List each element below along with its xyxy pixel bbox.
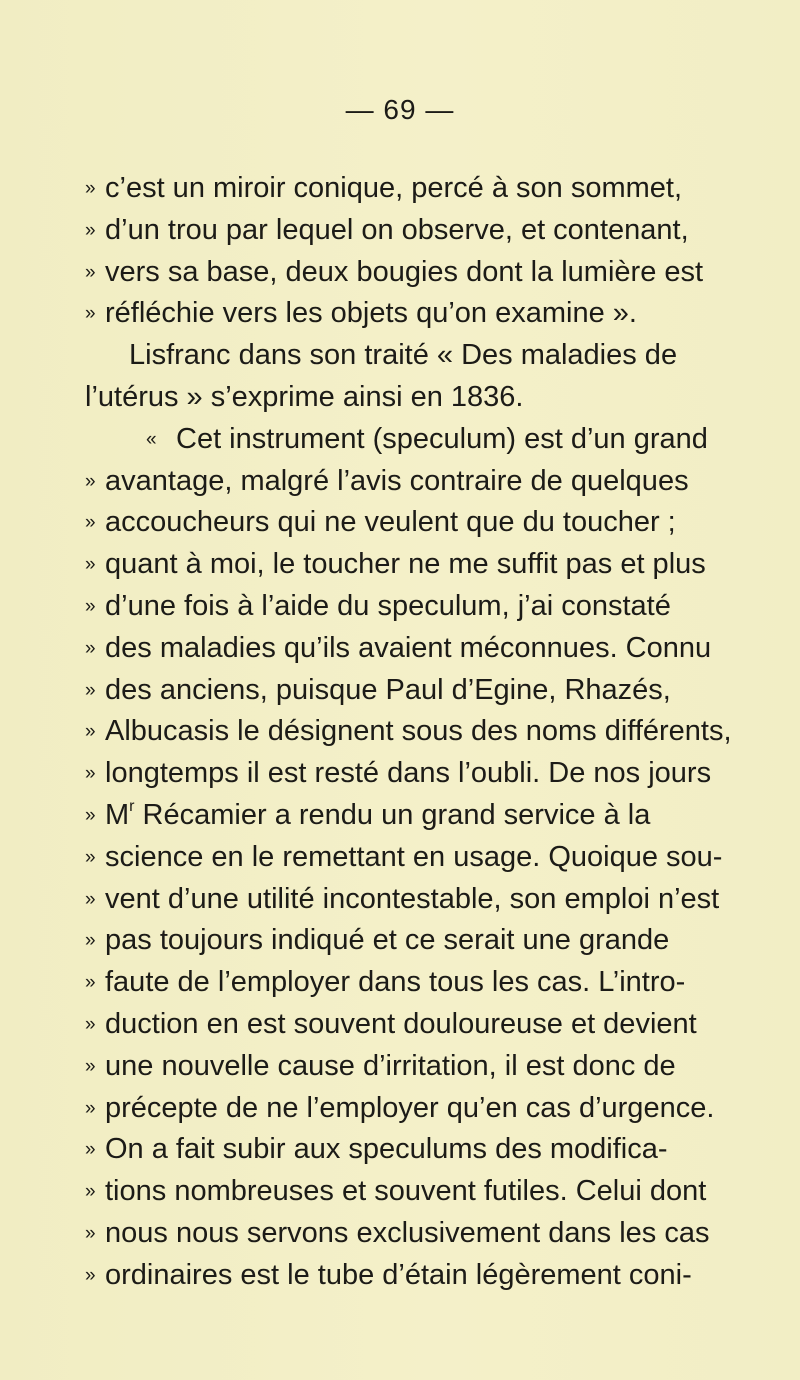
line-text: c’est un miroir conique, percé à son sommet, bbox=[105, 172, 683, 204]
quote-mark: » bbox=[85, 470, 96, 492]
text-line bbox=[85, 1129, 697, 1171]
line-text: tions nombreuses et souvent futiles. Celui dont bbox=[105, 1175, 707, 1208]
text-line bbox=[85, 293, 697, 335]
quote-mark: » bbox=[85, 595, 96, 617]
line-text: précepte de ne l’employer qu’en cas d’urgence. bbox=[105, 1091, 715, 1124]
line-text: Cet instrument (speculum) est d’un grand bbox=[176, 422, 708, 455]
line-text: réfléchie vers les objets qu’on examine ». bbox=[105, 297, 637, 330]
quote-mark: » bbox=[85, 261, 96, 283]
text-line bbox=[85, 1004, 697, 1046]
line-text: avantage, malgré l’avis contraire de quelques bbox=[105, 464, 689, 497]
line-text: d’un trou par lequel on observe, et contenant, bbox=[105, 213, 689, 246]
text-line bbox=[85, 795, 697, 837]
quote-mark: » bbox=[85, 303, 96, 325]
text-line bbox=[85, 586, 697, 628]
text-line bbox=[85, 502, 697, 544]
text-line bbox=[85, 1171, 707, 1213]
text-line bbox=[85, 920, 697, 962]
text-line bbox=[85, 210, 697, 252]
quote-mark: » bbox=[85, 178, 96, 199]
line-text: $M^r$ Récamier a rendu un grand service à la bbox=[105, 798, 651, 831]
quote-mark: » bbox=[85, 554, 96, 576]
line-text: des maladies qu’ils avaient méconnues. Connu bbox=[105, 631, 712, 664]
line-text: accoucheurs qui ne veulent que du toucher ; bbox=[105, 506, 676, 539]
line-text: science en le remettant en usage. Quoique sou- bbox=[105, 840, 723, 873]
text-line bbox=[85, 670, 697, 712]
line-text: vers sa base, deux bougies dont la lumière est bbox=[105, 255, 704, 288]
quote-mark: » bbox=[85, 888, 96, 910]
quote-mark: » bbox=[85, 846, 96, 868]
quote-mark: » bbox=[85, 721, 96, 743]
text-line bbox=[85, 1046, 697, 1088]
page-number: — 69 — bbox=[345, 94, 455, 125]
quote-mark: » bbox=[85, 1097, 96, 1119]
line-text: pas toujours indiqué et ce serait une grande bbox=[105, 924, 670, 957]
quote-mark: » bbox=[85, 1222, 96, 1244]
text-line bbox=[85, 335, 697, 377]
quote-mark: » bbox=[85, 1013, 96, 1035]
quote-mark: » bbox=[85, 804, 96, 826]
quote-mark: » bbox=[85, 1264, 96, 1286]
text-line bbox=[85, 1088, 715, 1130]
text-line bbox=[85, 1255, 697, 1297]
line-text: d’une fois à l’aide du speculum, j’ai constaté bbox=[105, 589, 671, 622]
line-text: ordinaires est le tube d’étain légèrement coni- bbox=[105, 1258, 692, 1291]
quote-mark: » bbox=[85, 972, 96, 994]
quote-mark: » bbox=[85, 930, 96, 952]
quote-mark: » bbox=[85, 637, 96, 659]
text-line bbox=[85, 628, 712, 670]
line-text: duction en est souvent douloureuse et devient bbox=[105, 1007, 697, 1040]
line-text: des anciens, puisque Paul d’Egine, Rhazés, bbox=[105, 673, 671, 706]
line-text: une nouvelle cause d’irritation, il est donc de bbox=[105, 1049, 676, 1082]
text-line bbox=[85, 962, 697, 1004]
text-line bbox=[85, 837, 723, 879]
line-text: quant à moi, le toucher ne me suffit pas et plus bbox=[105, 548, 706, 581]
line-text: l’utérus » s’exprime ainsi en 1836. bbox=[85, 380, 524, 413]
line-text: Lisfranc dans son traité « Des maladies de bbox=[129, 339, 678, 372]
text-line bbox=[85, 419, 708, 461]
text-line bbox=[85, 879, 720, 921]
text-line bbox=[85, 461, 697, 503]
quote-mark: » bbox=[85, 512, 96, 534]
quote-mark: « bbox=[146, 428, 157, 450]
quote-mark: » bbox=[85, 1181, 96, 1203]
text-line bbox=[85, 168, 697, 210]
line-text: nous nous servons exclusivement dans les cas bbox=[105, 1216, 710, 1249]
quote-mark: » bbox=[85, 1055, 96, 1077]
line-text: faute de l’employer dans tous les cas. L’intro- bbox=[105, 966, 686, 999]
text-line bbox=[85, 252, 704, 294]
quote-mark: » bbox=[85, 219, 96, 241]
body-text-block bbox=[85, 168, 732, 1297]
line-text: Albucasis le désignent sous des noms différents, bbox=[105, 715, 732, 748]
quote-mark: » bbox=[85, 1139, 96, 1161]
text-line bbox=[85, 544, 706, 586]
line-text: longtemps il est resté dans l’oubli. De nos jours bbox=[105, 757, 712, 790]
quote-mark: » bbox=[85, 679, 96, 701]
text-line bbox=[85, 753, 712, 795]
line-text: On a fait subir aux speculums des modifica- bbox=[105, 1133, 668, 1166]
line-text: vent d’une utilité incontestable, son emploi n’est bbox=[105, 882, 720, 915]
text-line bbox=[85, 377, 697, 419]
text-line bbox=[85, 711, 732, 753]
quote-mark: » bbox=[85, 763, 96, 785]
text-line bbox=[85, 1213, 710, 1255]
